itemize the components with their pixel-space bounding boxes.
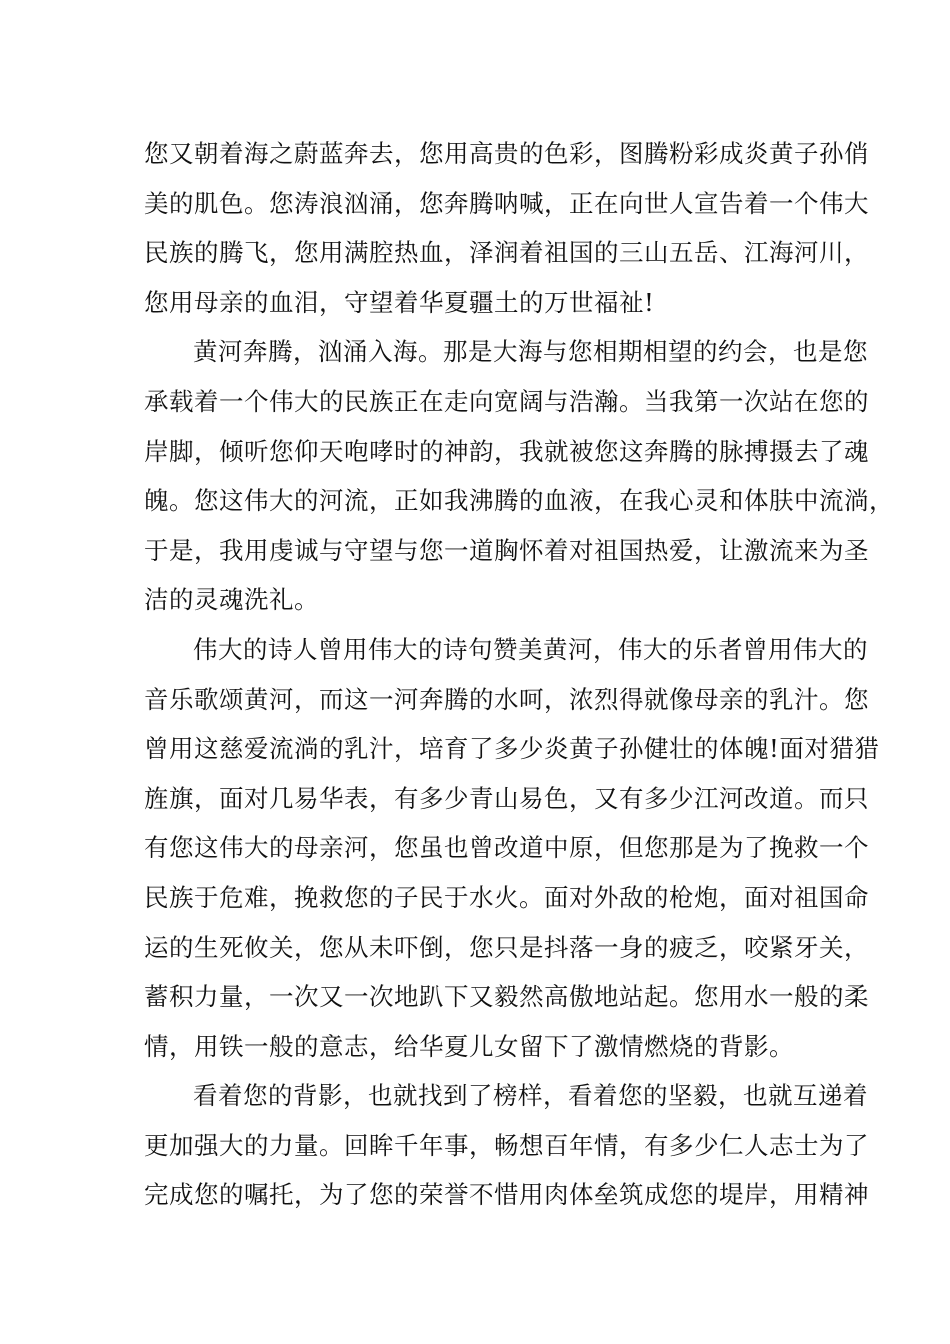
text-line: 更加强大的力量。回眸千年事，畅想百年情，有多少仁人志士为了 [144, 1130, 869, 1160]
text-line: 魄。您这伟大的河流，正如我沸腾的血液，在我心灵和体肤中流淌， [144, 486, 894, 516]
text-line: 美的肌色。您涛浪汹涌，您奔腾呐喊，正在向世人宣告着一个伟大 [144, 188, 869, 218]
text-line: 音乐歌颂黄河，而这一河奔腾的水呵，浓烈得就像母亲的乳汁。您 [144, 684, 869, 714]
text-line: 情，用铁一般的意志，给华夏儿女留下了激情燃烧的背影。 [144, 1031, 794, 1061]
paragraph-1 [144, 129, 869, 327]
text-line: 民族的腾飞，您用满腔热血，泽润着祖国的三山五岳、江海河川， [144, 238, 869, 268]
text-line: 旌旗，面对几易华表，有多少青山易色，又有多少江河改道。而只 [144, 783, 869, 813]
text-line: 运的生死攸关，您从未吓倒，您只是抖落一身的疲乏，咬紧牙关， [144, 932, 869, 962]
text-line: 于是，我用虔诚与守望与您一道胸怀着对祖国热爱，让激流来为圣 [144, 535, 869, 565]
text-line: 看着您的背影，也就找到了榜样，看着您的坚毅，也就互递着 [193, 1081, 868, 1111]
text-line: 伟大的诗人曾用伟大的诗句赞美黄河，伟大的乐者曾用伟大的 [193, 634, 868, 664]
paragraph-2 [144, 327, 894, 625]
text-line: 您又朝着海之蔚蓝奔去，您用高贵的色彩，图腾粉彩成炎黄子孙俏 [144, 139, 869, 168]
text-line: 有您这伟大的母亲河，您虽也曾改道中原，但您那是为了挽救一个 [144, 833, 869, 863]
text-line: 岸脚，倾听您仰天咆哮时的神韵，我就被您这奔腾的脉搏摄去了魂 [144, 436, 869, 466]
paragraph-3 [144, 625, 880, 1071]
text-line: 蓄积力量，一次又一次地趴下又毅然高傲地站起。您用水一般的柔 [144, 982, 869, 1012]
text-line: 曾用这慈爱流淌的乳汁，培育了多少炎黄子孙健壮的体魄!面对猎猎 [144, 734, 880, 764]
text-line: 您用母亲的血泪，守望着华夏疆土的万世福祉! [144, 287, 655, 317]
text-line: 民族于危难，挽救您的子民于水火。面对外敌的枪炮，面对祖国命 [144, 882, 869, 912]
text-line: 洁的灵魂洗礼。 [144, 585, 319, 615]
text-line: 黄河奔腾，汹涌入海。那是大海与您相期相望的约会，也是您 [193, 337, 868, 367]
text-line: 完成您的嘱托，为了您的荣誉不惜用肉体垒筑成您的堤岸，用精神 [144, 1180, 869, 1210]
document-body [144, 129, 894, 1220]
text-line: 承载着一个伟大的民族正在走向宽阔与浩瀚。当我第一次站在您的 [144, 386, 869, 416]
paragraph-4 [144, 1071, 869, 1220]
